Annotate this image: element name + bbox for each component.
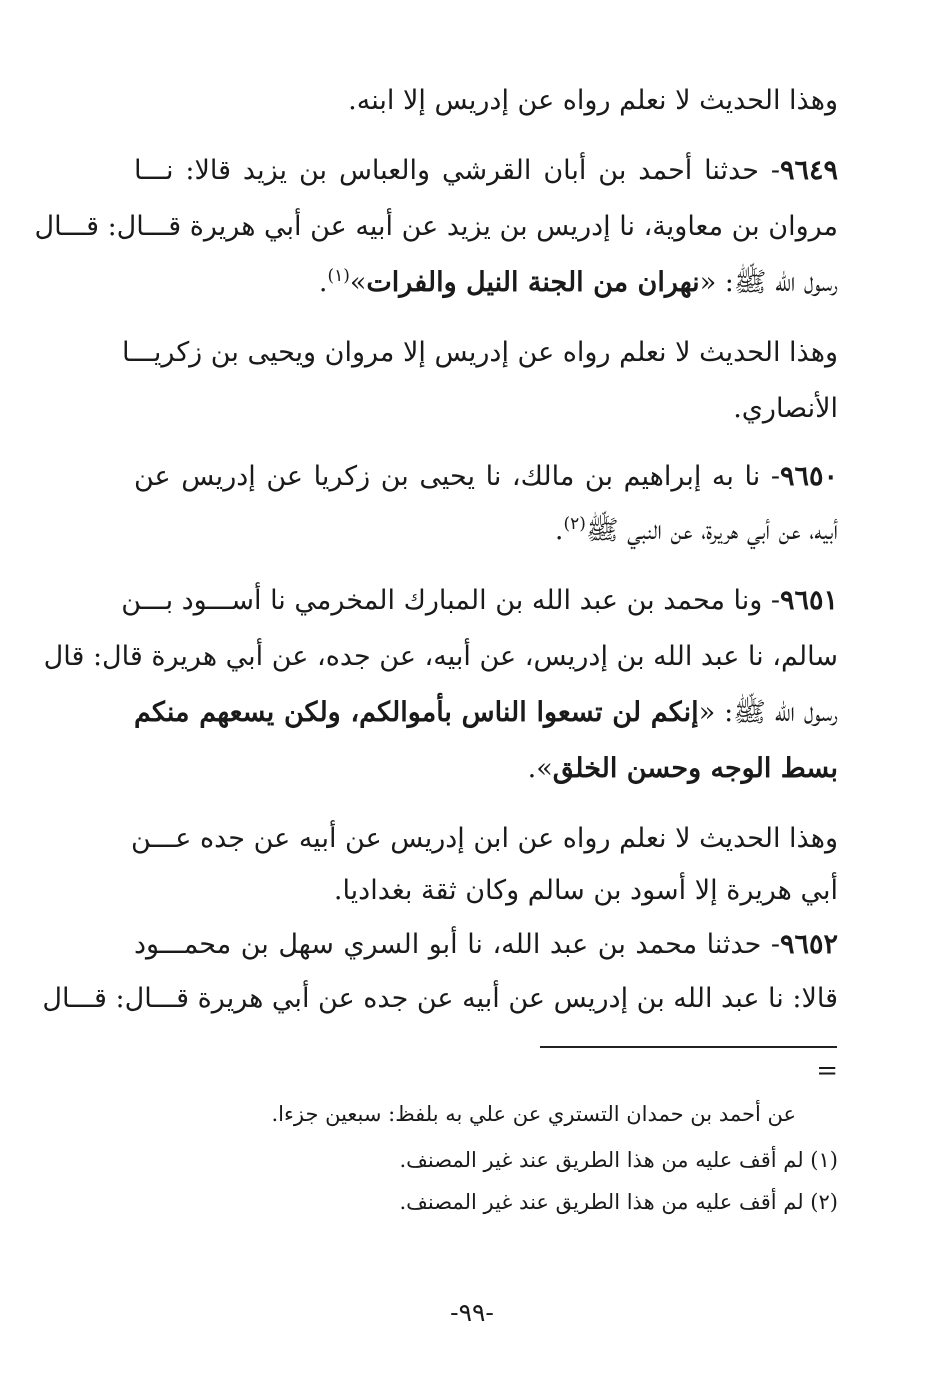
footnote-2: (٢) لم أقف عليه من هذا الطريق عند غير المصنف. bbox=[399, 1190, 838, 1214]
text-run: - نا به إبراهيم بن مالك، نا يحيى بن زكريا عن إدريس عن bbox=[134, 461, 780, 492]
hadith-number: ٩٦٥٢ bbox=[779, 929, 838, 960]
hadith-quote: إنكم لن تسعوا الناس بأموالكم، ولكن يسعهم منكم bbox=[134, 697, 699, 728]
text-run: - ونا محمد بن عبد الله بن المبارك المخرمي نا أســـود بـــن bbox=[121, 585, 780, 616]
hadith-9649-line-1 bbox=[134, 154, 838, 188]
body-line bbox=[42, 982, 838, 1016]
footnote-ref[interactable]: (١) bbox=[327, 266, 350, 286]
body-line bbox=[134, 752, 838, 786]
text-run: أبي هريرة إلا أسود بن سالم وكان ثقة بغداديا. bbox=[333, 875, 838, 906]
body-line bbox=[121, 336, 838, 370]
hadith-9651-line-1 bbox=[121, 584, 838, 618]
text-run: سالم، نا عبد الله بن إدريس، عن أبيه، عن جده، عن أبي هريرة قال: قال bbox=[43, 641, 838, 672]
body-line bbox=[43, 640, 838, 674]
footnote-ref[interactable]: (٢) bbox=[563, 514, 586, 534]
footnote-continuation: عن أحمد بن حمدان التستري عن علي به بلفظ: سبعين جزءا. bbox=[271, 1102, 796, 1126]
body-line bbox=[134, 514, 838, 548]
body-line bbox=[131, 822, 838, 856]
text-run: قالا: نا عبد الله بن إدريس عن أبيه عن جده عن أبي هريرة قـــال: قـــال bbox=[42, 983, 838, 1014]
text-run: - حدثنا محمد بن عبد الله، نا أبو السري سهل بن محمـــود bbox=[134, 929, 780, 960]
hadith-9650-line-1 bbox=[134, 460, 838, 494]
text-run: ». bbox=[527, 753, 553, 784]
body-line bbox=[134, 84, 838, 118]
text-run: وهذا الحديث لا نعلم رواه عن إدريس إلا ابنه. bbox=[348, 85, 838, 116]
continuation-mark: = bbox=[816, 1056, 838, 1086]
body-line bbox=[134, 696, 838, 730]
body-line bbox=[34, 210, 838, 244]
hadith-number: ٩٦٥١ bbox=[779, 585, 838, 616]
text-run: وهذا الحديث لا نعلم رواه عن إدريس إلا مروان ويحيى بن زكريـــا bbox=[121, 337, 838, 368]
text-run: » bbox=[349, 267, 367, 298]
hadith-quote: نهران من الجنة النيل والفرات bbox=[366, 267, 700, 298]
footnote-separator bbox=[540, 1046, 837, 1048]
text-run: رسول الله ﷺ: « bbox=[698, 697, 838, 728]
text-run: وهذا الحديث لا نعلم رواه عن ابن إدريس عن أبيه عن جده عـــن bbox=[131, 823, 838, 854]
text-run: . bbox=[554, 515, 564, 546]
hadith-number: ٩٦٤٩ bbox=[779, 155, 838, 186]
text-run: أبيه، عن أبي هريرة، عن النبي ﷺ bbox=[585, 515, 838, 546]
text-run: الأنصاري. bbox=[733, 393, 838, 424]
text-run: - حدثنا أحمد بن أبان القرشي والعباس بن يزيد قالا: نـــا bbox=[134, 155, 780, 186]
page-number: -٩٩- bbox=[450, 1298, 494, 1327]
text-run: . bbox=[318, 267, 328, 298]
text-run: مروان بن معاوية، نا إدريس بن يزيد عن أبيه عن أبي هريرة قـــال: قـــال bbox=[34, 211, 838, 242]
body-line bbox=[134, 266, 838, 300]
hadith-9652-line-1 bbox=[134, 928, 838, 962]
hadith-number: ٩٦٥٠ bbox=[779, 461, 838, 492]
body-line bbox=[134, 392, 838, 426]
hadith-quote: بسط الوجه وحسن الخلق bbox=[552, 753, 838, 784]
body-line bbox=[134, 874, 838, 908]
footnote-1: (١) لم أقف عليه من هذا الطريق عند غير المصنف. bbox=[399, 1148, 838, 1172]
text-run: رسول الله ﷺ: « bbox=[699, 267, 838, 298]
